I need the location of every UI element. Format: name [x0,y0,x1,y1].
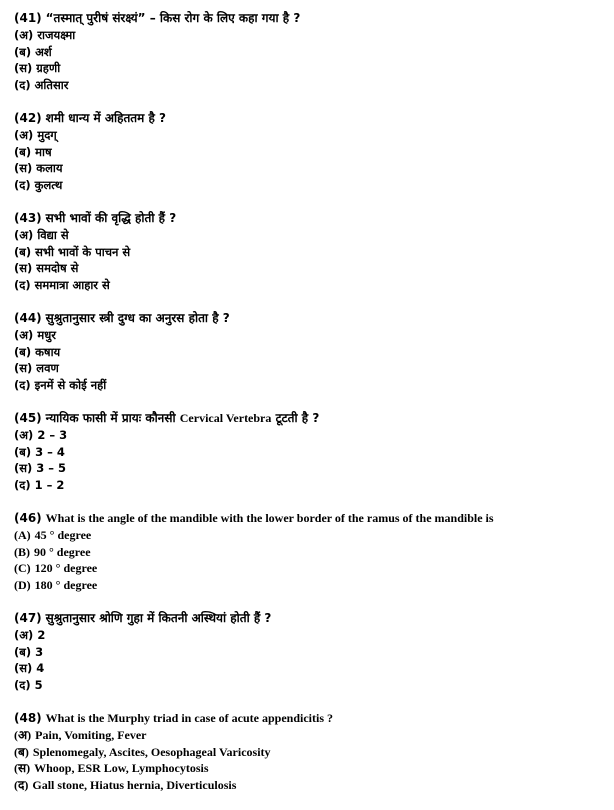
option-text: 3 – 4 [35,444,65,459]
option-c [14,260,604,277]
option-label: (स) [14,761,31,775]
question-44 [14,310,604,393]
option-d [14,377,604,394]
option-d [14,777,604,794]
question-text: What is the Murphy triad in case of acute appendicitis ? [45,711,334,725]
option-b [14,744,604,761]
option-label: (स) [14,461,33,475]
option-text: 120 ° degree [34,561,98,575]
option-b [14,344,604,361]
option-a [14,727,604,744]
option-text: 180 ° degree [34,577,98,592]
question-text-line [14,410,604,427]
option-text: राजयक्ष्मा [37,28,76,42]
option-label: (अ) [14,28,34,42]
question-45 [14,410,604,493]
question-text: सभी भावों की वृद्धि होती हैं ? [45,211,177,225]
question-text: सुश्रुतानुसार स्त्री दुग्ध का अनुरस होता है ? [45,311,230,325]
option-a [14,327,604,344]
question-41 [14,10,604,93]
option-a [14,127,604,144]
option-a [14,27,604,44]
option-a [14,527,604,544]
option-text: 5 [34,677,43,692]
option-label: (अ) [14,628,34,642]
option-text: 1 – 2 [34,477,65,492]
option-d [14,577,604,594]
option-label: (D) [14,577,31,592]
question-text-latin: Cervical Vertebra [179,411,272,425]
question-text: शमी धान्य में अहिततम है ? [45,111,167,125]
question-number: (43) [14,211,42,225]
option-c [14,160,604,177]
option-label: (स) [14,361,33,375]
option-text: 90 ° degree [34,544,91,559]
option-d [14,77,604,94]
option-label: (C) [14,561,31,575]
option-text: इनमें से कोई नहीं [34,377,107,392]
question-text: सुश्रुतानुसार श्रोणि गुहा में कितनी अस्थियां होती हैं ? [45,611,272,625]
question-number: (46) [14,511,42,525]
question-text-line [14,510,604,527]
option-text: अर्श [35,44,52,59]
option-text: Gall stone, Hiatus hernia, Diverticulosis [32,777,237,792]
question-text: What is the angle of the mandible with the lower border of the ramus of the mandible is [45,511,494,525]
option-text: कलाय [36,161,63,175]
question-43 [14,210,604,293]
option-label: (स) [14,661,33,675]
option-text: Splenomegaly, Ascites, Oesophageal Varicosity [32,744,271,759]
question-number: (45) [14,411,42,425]
option-label: (अ) [14,728,32,742]
option-b [14,644,604,661]
option-text: सममात्रा आहार से [34,277,110,292]
option-text: ग्रहणी [36,61,61,75]
option-text: मधुर [37,328,56,342]
option-label: (द) [14,677,31,692]
option-c [14,360,604,377]
option-b [14,244,604,261]
question-text-line [14,310,604,327]
option-text: कुलत्थ [34,177,63,192]
option-text: Whoop, ESR Low, Lymphocytosis [34,761,209,775]
option-label: (स) [14,61,33,75]
option-label: (स) [14,161,33,175]
option-c [14,460,604,477]
question-number: (48) [14,711,42,725]
option-label: (द) [14,377,31,392]
question-text-after: टूटती है ? [275,411,320,425]
option-a [14,627,604,644]
option-d [14,177,604,194]
option-label: (A) [14,528,31,542]
question-46 [14,510,604,593]
option-label: (अ) [14,128,34,142]
option-label: (ब) [14,644,32,659]
option-label: (अ) [14,428,34,442]
option-label: (अ) [14,328,34,342]
option-c [14,660,604,677]
option-text: 45 ° degree [34,528,92,542]
question-number: (47) [14,611,42,625]
option-label: (ब) [14,444,32,459]
option-text: माष [35,144,52,159]
option-text: 2 – 3 [37,428,68,442]
option-a [14,427,604,444]
option-label: (द) [14,177,31,192]
question-number: (44) [14,311,42,325]
question-text-line [14,10,604,27]
option-label: (द) [14,477,31,492]
option-text: 4 [36,661,45,675]
option-text: विद्या से [37,228,69,242]
question-text: “तस्मात् पुरीषं संरक्ष्यं” – किस रोग के लिए कहा गया है ? [45,11,301,25]
option-text: सभी भावों के पाचन से [35,244,131,259]
option-b [14,144,604,161]
question-42 [14,110,604,193]
option-label: (अ) [14,228,34,242]
option-c [14,560,604,577]
option-label: (द) [14,277,31,292]
option-text: Pain, Vomiting, Fever [35,728,147,742]
question-text-line [14,710,604,727]
option-label: (ब) [14,244,32,259]
question-text-line [14,210,604,227]
question-47 [14,610,604,693]
option-label: (ब) [14,744,29,759]
option-label: (द) [14,77,31,92]
option-text: समदोष से [36,261,79,275]
option-d [14,277,604,294]
option-label: (द) [14,777,29,792]
option-c [14,60,604,77]
question-number: (42) [14,111,42,125]
option-label: (ब) [14,44,32,59]
option-d [14,677,604,694]
question-text-line [14,610,604,627]
option-b [14,544,604,561]
option-text: 2 [37,628,46,642]
option-d [14,477,604,494]
option-label: (स) [14,261,33,275]
option-label: (B) [14,544,30,559]
option-text: अतिसार [34,77,69,92]
question-page [14,10,604,810]
option-text: कषाय [35,344,61,359]
option-c [14,760,604,777]
option-b [14,44,604,61]
question-number: (41) [14,11,42,25]
option-a [14,227,604,244]
question-48 [14,710,604,793]
option-b [14,444,604,461]
option-label: (ब) [14,344,32,359]
option-text: मुदग् [37,128,57,142]
option-label: (ब) [14,144,32,159]
question-text-line [14,110,604,127]
option-text: 3 [35,644,44,659]
question-text-before: न्यायिक फासी में प्रायः कौनसी [45,411,176,425]
option-text: 3 – 5 [36,461,67,475]
option-text: लवण [36,361,59,375]
